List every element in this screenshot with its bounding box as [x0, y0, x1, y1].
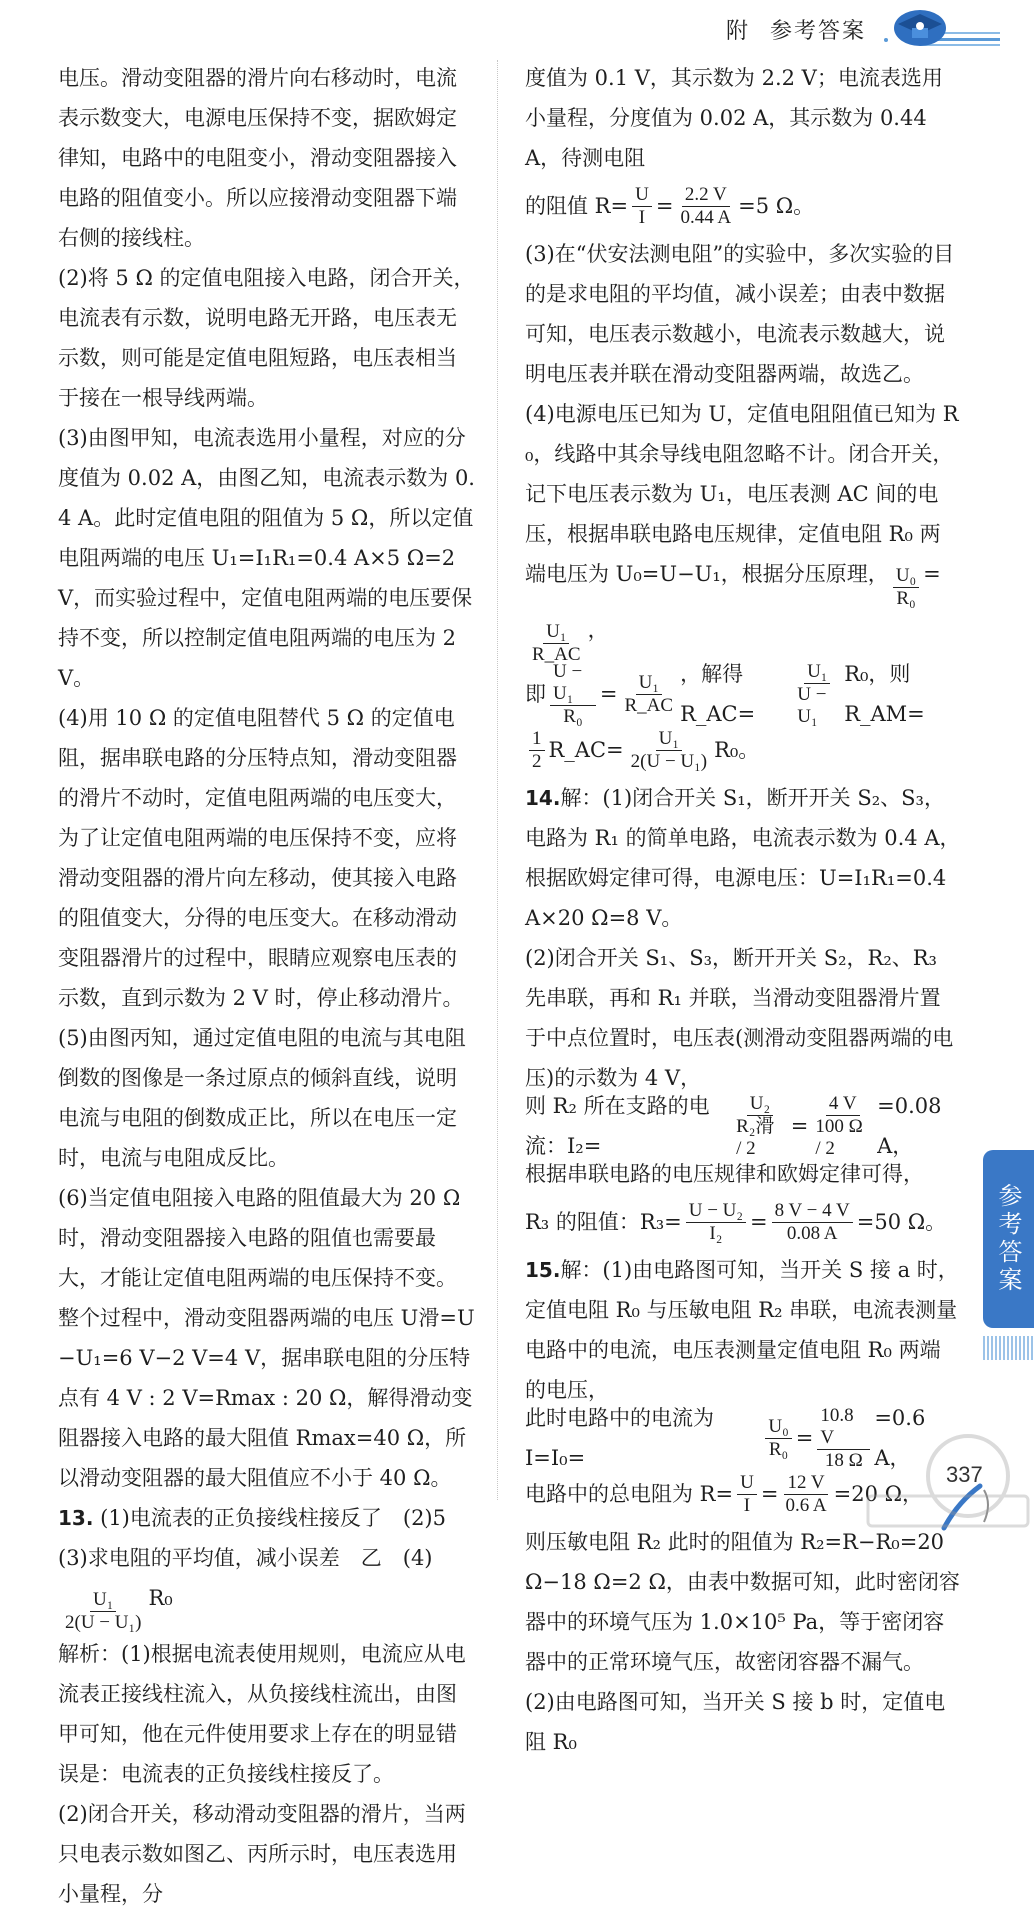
- paragraph: (4)用 10 Ω 的定值电阻替代 5 Ω 的定值电阻，据串联电路的分压特点知，滑动变阻器的滑片不动时，定值电阻两端的电压变大，为了让定值电阻两端的电压保持不变，应将滑动变阻器的滑片向左移动，使其接入电路的阻值变大，分得的电压变大。在移动滑动变阻器滑片的过程中，眼睛应观察电压表的示数，直到示数为 2 V 时，停止移动滑片。: [58, 706, 464, 1010]
- fraction: $\frac{\text{U₁}}{\text{2(U − U₁)}}$: [65, 1589, 142, 1633]
- question-number: 13.: [58, 1506, 94, 1530]
- question-13: 13. (1)电流表的正负接线柱接反了 (2)5 (3)求电阻的平均值，减小误差 乙 (4) $\frac{\text{U₁}}{\text{2(U − U₁)}}$ R₀: [58, 1506, 467, 1633]
- paragraph: (6)当定值电阻接入电路的阻值最大为 20 Ω 时，滑动变阻器接入电路的阻值也需要最大，才能让定值电阻两端的电压保持不变。整个过程中，滑动变阻器两端的电压 U滑=U−U₁=6 V−2 V=4 V，据串联电阻的分压特点有 4 V : 2 V=Rmax : 20 Ω，解得滑动变阻器接入电路的最大阻值 Rmax=40 Ω，所以滑动变阻器的最大阻值应不小于 40 Ω。: [58, 1186, 475, 1490]
- formula-r3: R₃ 的阻值：R₃= $\frac{\text{U − U₂}}{\text{I₂}}$ = $\frac{8 V - 4 V}{0.08 A}$ =50 Ω。: [525, 1199, 947, 1244]
- answers-label: 参考答案: [770, 19, 867, 44]
- left-column: [58, 58, 476, 1914]
- formula-total-resistance: 电路中的总电阻为 R= $\frac{U}{I}$ = $\frac{12 V}{0.6 A}$ =20 Ω，: [525, 1471, 924, 1516]
- analysis-paragraph: 解析：(1)根据电流表使用规则，电流应从电流表正接线柱流入，从负接线柱流出，由图甲可知，他在元件使用要求上存在的明显错误是：电流表的正负接线柱接反了。: [58, 1642, 466, 1786]
- answer-text: (1)电流表的正负接线柱接反了 (2)5 (3)求电阻的平均值，减小误差 乙 (4): [58, 1506, 467, 1570]
- formula-resistance: 的阻值 R= $\frac{U}{I}$ = $\frac{2.2 V}{0.44 A}$ =5 Ω。: [525, 183, 815, 228]
- paragraph: (2)将 5 Ω 的定值电阻接入电路，闭合开关，电流表有示数，说明电路无开路，电压表无示数，则可能是定值电阻短路，电压表相当于接在一根导线两端。: [58, 266, 475, 410]
- fraction: $\frac{\text{U₀}}{\text{R₀}}$: [893, 565, 919, 610]
- decorative-stripes: [983, 1336, 1034, 1360]
- paragraph: (4)电源电压已知为 U，定值电阻阻值已知为 R₀，线路中其余导线电阻忽略不计。闭合开关，记下电压表示数为 U₁，电压表测 AC 间的电压，根据串联电路电压规律，定值电阻 R₀ 两端电压为 U₀=U−U₁，根据分压原理， $\frac{\text{U₀}}{\text{R₀}}$ = $\frac{\text{U₁}}{R\_AC}$ ，: [525, 402, 959, 665]
- formula-current-i: 此时电路中的电流为 I=I₀= $\frac{\text{U₀}}{\text{R₀}}$ = $\frac{10.8 V}{18 \Omega}$ =0.6 A，: [525, 1404, 926, 1471]
- question-number: 14.: [525, 786, 561, 810]
- book-cap-logo-icon: [880, 4, 1000, 50]
- side-tab-answers: [983, 1150, 1034, 1328]
- fraction: $\frac{\text{U₁}}{R\_AC}$: [532, 621, 581, 665]
- analysis-paragraph: (2)闭合开关，移动滑动变阻器的滑片，当两只电表示数如图乙、丙所示时，电压表选用小量程，分: [58, 1802, 466, 1906]
- paragraph: 根据串联电路的电压规律和欧姆定律可得，: [525, 1162, 924, 1186]
- question-number: 15.: [525, 1258, 561, 1282]
- watermark-logo: [848, 1426, 1034, 1536]
- paragraph: (2)由电路图可知，当开关 S 接 b 时，定值电阻 R₀: [525, 1690, 946, 1754]
- question-14: 14.解：(1)闭合开关 S₁，断开开关 S₂、S₃，电路为 R₁ 的简单电路，电流表示数为 0.4 A，根据欧姆定律可得，电源电压：U=I₁R₁=0.4 A×20 Ω=8 V。: [525, 786, 961, 930]
- formula-rac: 即 $\frac{\text{U − U₁}}{\text{R₀}}$ = $\frac{\text{U₁}}{R\_AC}$ ，解得 R_AC= $\frac{\text{U₁}}{\text{U − U₁}}$ R₀，则 R_AM=: [525, 660, 925, 727]
- formula-current-i2: 则 R₂ 所在支路的电流：I₂= $\frac{\text{U₂}}{\text{R₂滑 / 2}}$ = $\frac{4 V}{100 \Omega / 2}$ =0.08 A，: [525, 1092, 942, 1159]
- side-tab-label: 参考答案: [994, 1183, 1022, 1295]
- paragraph: (2)闭合开关 S₁、S₃，断开开关 S₂，R₂、R₃ 先串联，再和 R₁ 并联，当滑动变阻器滑片置于中点位置时，电压表(测滑动变阻器两端的电压)的示数为 4 V，: [525, 946, 954, 1090]
- page-header: [0, 0, 1034, 52]
- formula-ram: $\frac{1}{2}$ R_AC= $\frac{\text{U₁}}{\text{2(U − U₁)}}$ R₀。: [525, 722, 961, 778]
- paragraph: 度值为 0.1 V，其示数为 2.2 V；电流表选用小量程，分度值为 0.02 A，其示数为 0.44 A，待测电阻: [525, 66, 943, 170]
- appendix-label: 附: [726, 19, 751, 44]
- paragraph: 电压。滑动变阻器的滑片向右移动时，电流表示数变大，电源电压保持不变，据欧姆定律知，电路中的电阻变小，滑动变阻器接入电路的阻值变小。所以应接滑动变阻器下端右侧的接线柱。: [58, 66, 457, 250]
- paragraph: (3)在“伏安法测电阻”的实验中，多次实验的目的是求电阻的平均值，减小误差；由表中数据可知，电压表示数越小，电流表示数越大，说明电压表并联在滑动变阻器两端，故选乙。: [525, 242, 955, 386]
- paragraph: 则压敏电阻 R₂ 此时的阻值为 R₂=R−R₀=20 Ω−18 Ω=2 Ω，由表中数据可知，此时密闭容器中的环境气压为 1.0×10⁵ Pa，等于密闭容器中的正常环境气压，故密闭容器不漏气。: [525, 1530, 960, 1674]
- header-title: [726, 14, 866, 45]
- column-divider: [497, 60, 498, 1500]
- paragraph: (3)由图甲知，电流表选用小量程，对应的分度值为 0.02 A，由图乙知，电流表示数为 0.4 A。此时定值电阻的阻值为 5 Ω，所以定值电阻两端的电压 U₁=I₁R₁=0.4 A×5 Ω=2 V，而实验过程中，定值电阻两端的电压要保持不变，所以控制定值电阻两端的电压为 2 V。: [58, 426, 475, 690]
- page-number: 337: [946, 1462, 983, 1487]
- paragraph: (5)由图丙知，通过定值电阻的电流与其电阻倒数的图像是一条过原点的倾斜直线，说明电流与电阻的倒数成正比，所以在电压一定时，电流与电阻成反比。: [58, 1026, 466, 1170]
- question-15: 15.解：(1)由电路图可知，当开关 S 接 a 时，定值电阻 R₀ 与压敏电阻 R₂ 串联，电流表测量电路中的电流，电压表测量定值电阻 R₀ 两端的电压，: [525, 1258, 959, 1402]
